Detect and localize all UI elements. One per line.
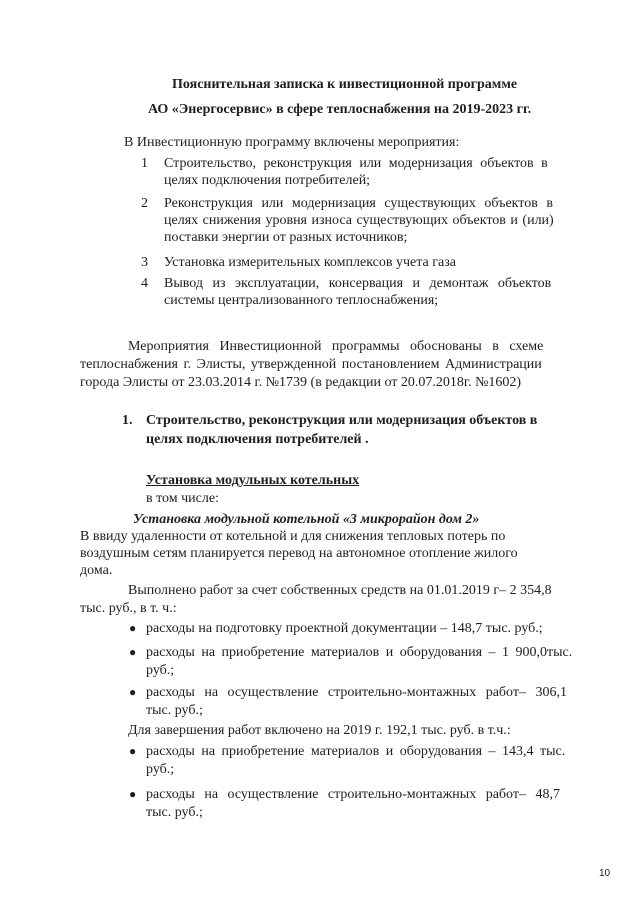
item-title: Установка модульной котельной «3 микрорайон дом 2» bbox=[133, 512, 480, 527]
bullet-icon: ● bbox=[129, 744, 137, 758]
paragraph-line: города Элисты от 23.03.2014 г. №1739 (в редакции от 20.07.2018г. №1602) bbox=[80, 375, 522, 390]
list-item-number: 2 bbox=[141, 196, 148, 211]
section-heading-line: Строительство, реконструкция или модернизация объектов в bbox=[146, 413, 538, 428]
completion-text: Для завершения работ включено на 2019 г. 192,1 тыс. руб. в т.ч.: bbox=[128, 723, 511, 738]
bullet-line: расходы на подготовку проектной документации – 148,7 тыс. руб.; bbox=[146, 621, 543, 636]
bullet-line: тыс. руб.; bbox=[146, 703, 203, 718]
item-description-line: воздушным сетям планируется перевод на автономное отопление жилого bbox=[80, 546, 518, 561]
item-description-line: дома. bbox=[80, 563, 113, 578]
list-item-number: 4 bbox=[141, 276, 148, 291]
section-heading-line: целях подключения потребителей . bbox=[146, 432, 369, 447]
list-item-line: Реконструкция или модернизация существующих объектов в bbox=[164, 196, 553, 211]
paragraph-line: Мероприятия Инвестиционной программы обоснованы в схеме bbox=[128, 339, 544, 354]
section-number: 1. bbox=[122, 413, 133, 428]
title-line-2: АО «Энергосервис» в сфере теплоснабжения на 2019-2023 гг. bbox=[148, 102, 532, 117]
bullet-line: расходы на приобретение материалов и оборудования – 1 900,0тыс. bbox=[146, 645, 573, 660]
title-line-1: Пояснительная записка к инвестиционной программе bbox=[172, 77, 518, 92]
including-text: в том числе: bbox=[146, 491, 219, 506]
subheading: Установка модульных котельных bbox=[146, 473, 360, 488]
bullet-icon: ● bbox=[129, 685, 137, 699]
list-item-line: поставки энергии от разных источников; bbox=[164, 230, 408, 245]
done-text-line: тыс. руб., в т. ч.: bbox=[80, 601, 177, 616]
list-item-line: Вывод из эксплуатации, консервация и демонтаж объектов bbox=[164, 276, 552, 291]
bullet-icon: ● bbox=[129, 645, 137, 659]
intro-text: В Инвестиционную программу включены мероприятия: bbox=[124, 135, 460, 150]
list-item-line: целях снижения уровня износа существующих объектов и (или) bbox=[164, 213, 554, 228]
item-description-line: В ввиду удаленности от котельной и для снижения тепловых потерь по bbox=[80, 529, 506, 544]
list-item-line: целях подключения потребителей; bbox=[164, 173, 371, 188]
done-text-line: Выполнено работ за счет собственных средств на 01.01.2019 г– 2 354,8 bbox=[128, 583, 552, 598]
list-item-number: 1 bbox=[141, 156, 148, 171]
bullet-line: расходы на осуществление строительно-монтажных работ– 306,1 bbox=[146, 685, 567, 700]
bullet-line: руб.; bbox=[146, 762, 175, 777]
bullet-icon: ● bbox=[129, 621, 137, 635]
bullet-line: руб.; bbox=[146, 663, 175, 678]
list-item-line: Строительство, реконструкция или модернизация объектов в bbox=[164, 156, 548, 171]
list-item-number: 3 bbox=[141, 255, 148, 270]
bullet-line: расходы на осуществление строительно-монтажных работ– 48,7 bbox=[146, 787, 560, 802]
bullet-line: расходы на приобретение материалов и оборудования – 143,4 тыс. bbox=[146, 744, 566, 759]
list-item-line: Установка измерительных комплексов учета газа bbox=[164, 255, 456, 270]
page-number: 10 bbox=[599, 868, 611, 879]
list-item-line: системы централизованного теплоснабжения; bbox=[164, 293, 439, 308]
bullet-icon: ● bbox=[129, 787, 137, 801]
bullet-line: тыс. руб.; bbox=[146, 805, 203, 820]
paragraph-line: теплоснабжения г. Элисты, утвержденной постановлением Администрации bbox=[80, 357, 542, 372]
